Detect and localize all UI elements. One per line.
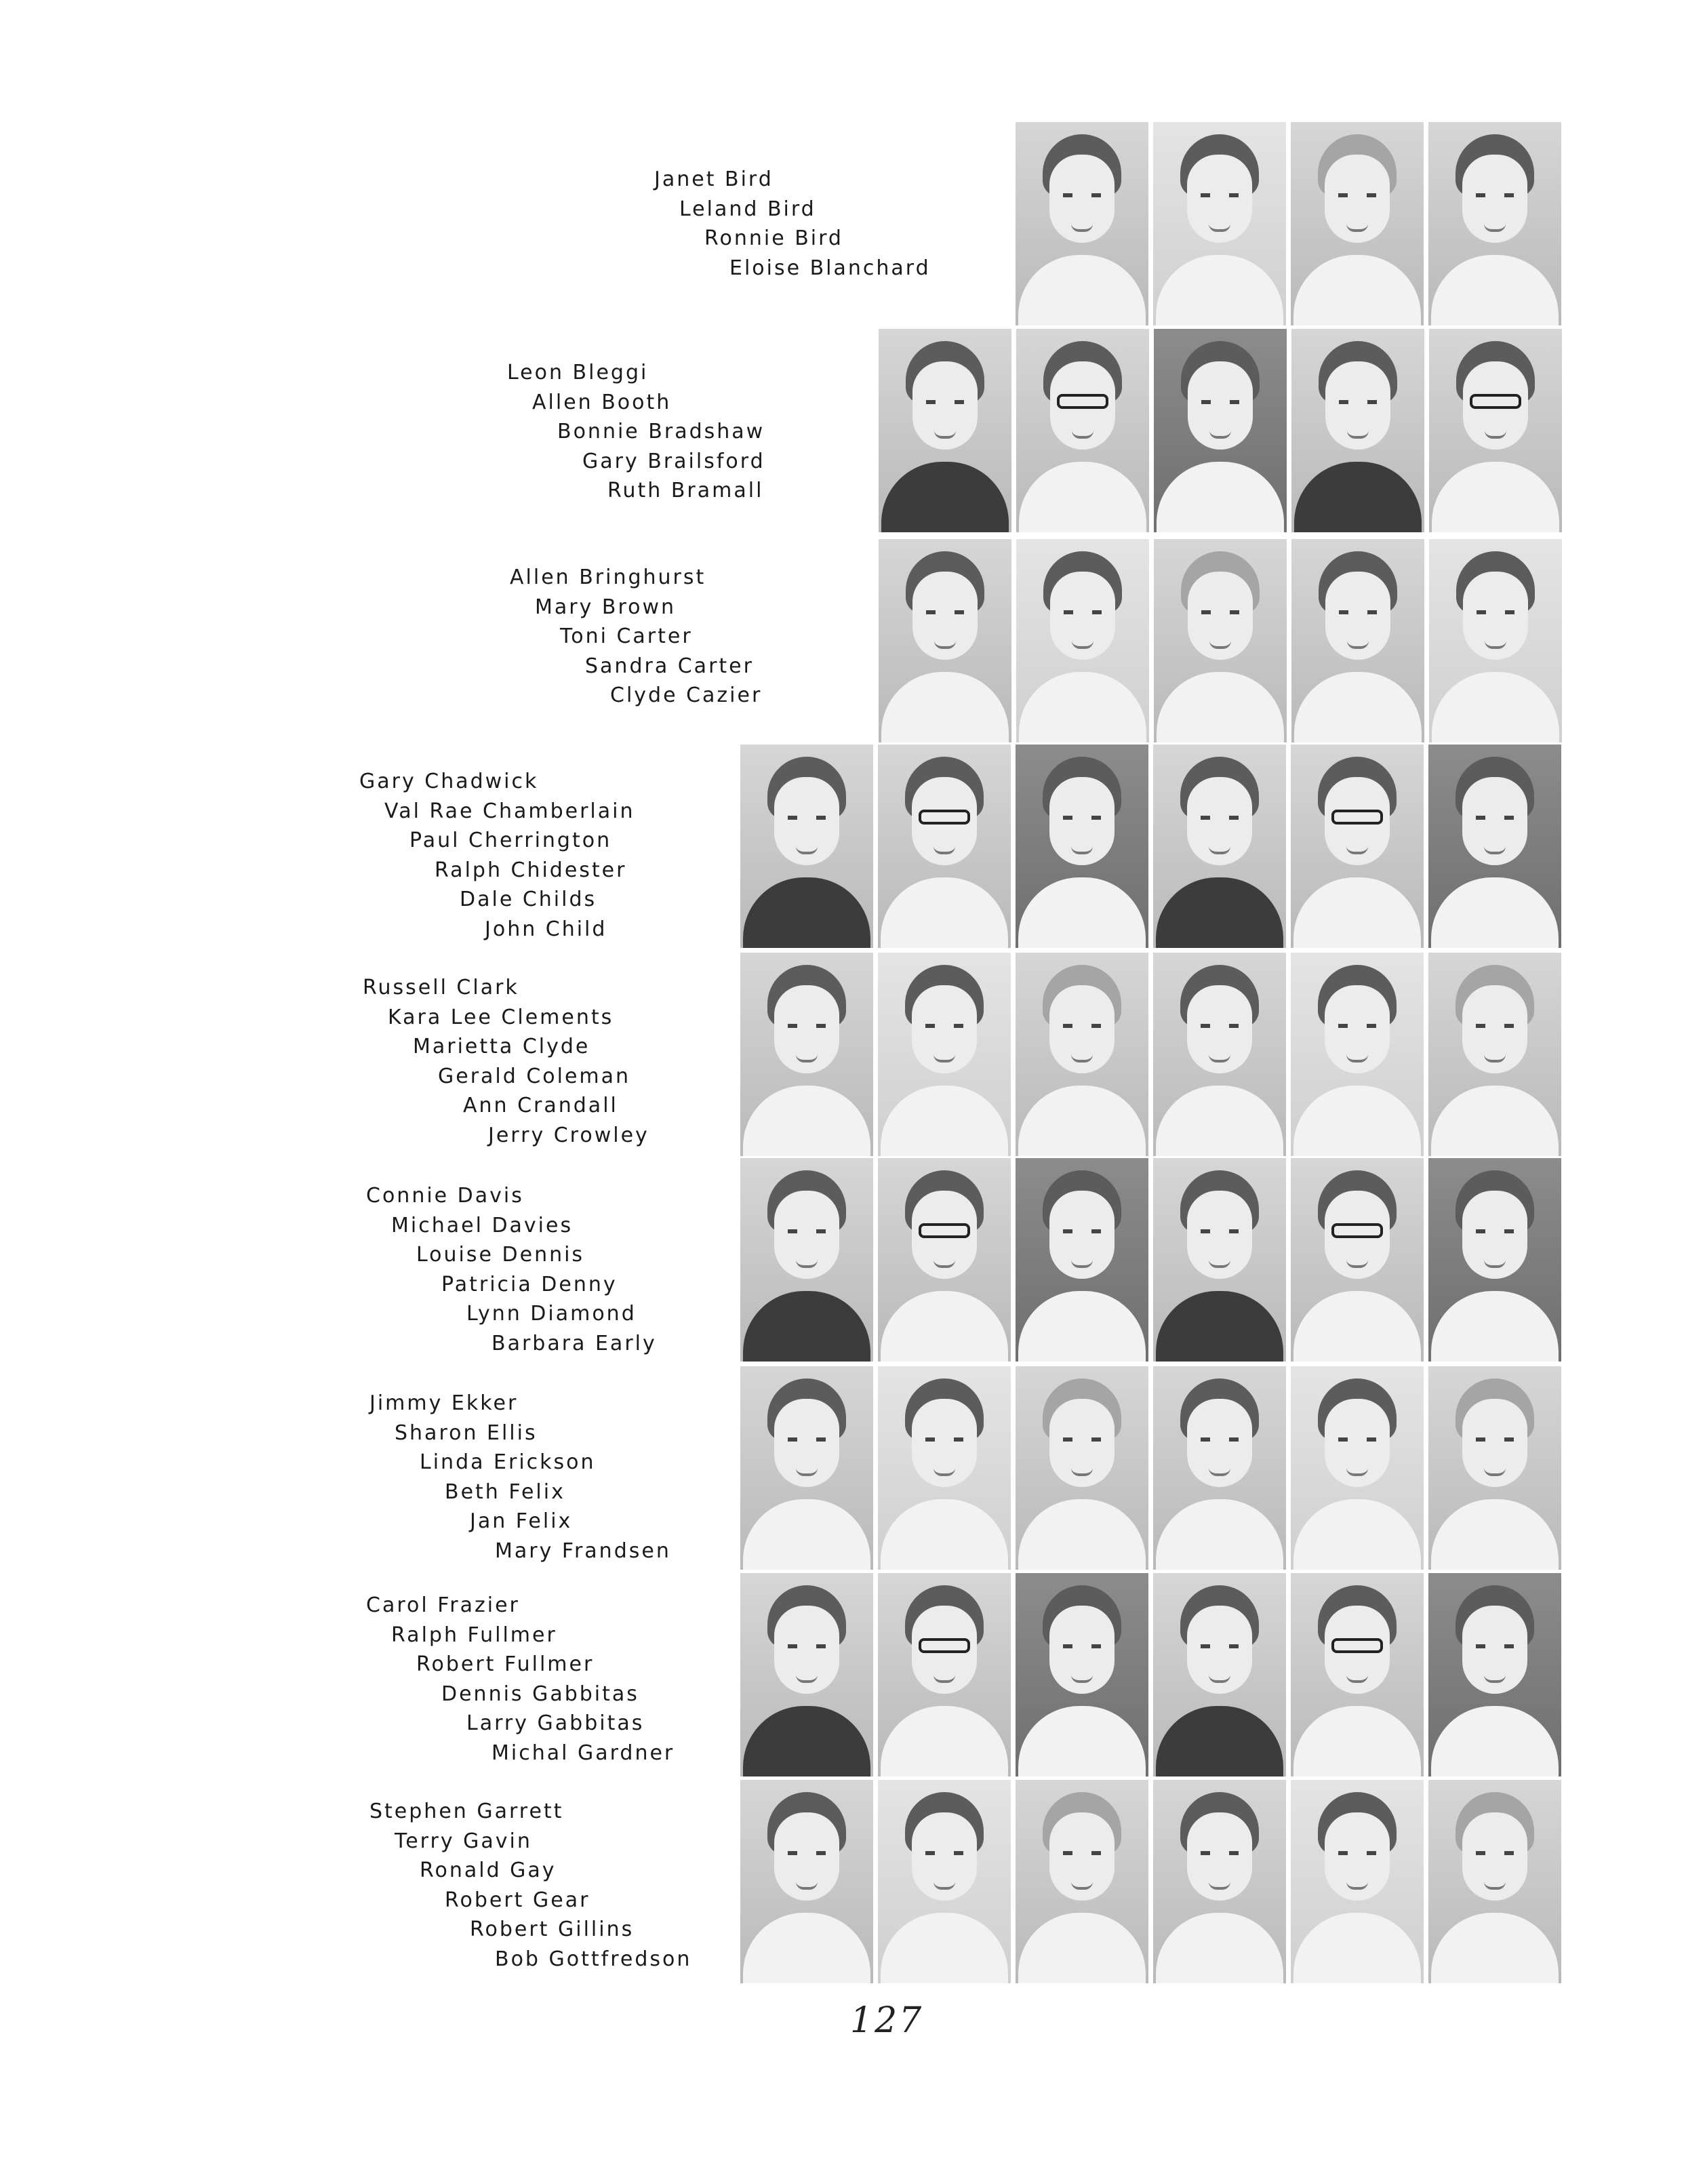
portrait-shoulders	[1294, 672, 1422, 742]
portrait-shoulders	[1156, 877, 1283, 948]
student-portrait	[1016, 744, 1148, 948]
student-portrait	[1428, 953, 1561, 1156]
student-name: Michal Gardner	[491, 1741, 675, 1765]
student-portrait	[740, 1780, 873, 1983]
portrait-shoulders	[881, 1706, 1008, 1776]
portrait-shoulders	[1018, 1913, 1146, 1983]
student-portrait	[1429, 329, 1562, 532]
portrait-shoulders	[1156, 1291, 1283, 1362]
student-portrait	[1153, 1366, 1286, 1570]
student-portrait	[1428, 1573, 1561, 1776]
student-portrait	[1154, 539, 1287, 742]
portrait-shoulders	[1431, 1086, 1559, 1156]
portrait-eyes	[1476, 1437, 1514, 1442]
portrait-shoulders	[743, 1706, 870, 1776]
portrait-shoulders	[1431, 1706, 1559, 1776]
student-portrait	[1153, 1158, 1286, 1362]
student-name: Jimmy Ekker	[369, 1391, 519, 1415]
student-name: Val Rae Chamberlain	[384, 799, 635, 823]
portrait-eyes	[1064, 610, 1102, 614]
portrait-eyes	[926, 610, 964, 614]
student-portrait	[740, 1366, 873, 1570]
student-portrait	[1291, 539, 1424, 742]
portrait-eyes	[1063, 1024, 1101, 1028]
portrait-shoulders	[1157, 672, 1284, 742]
portrait-eyes	[1201, 1437, 1239, 1442]
student-portrait	[879, 539, 1011, 742]
student-portrait	[1016, 539, 1149, 742]
portrait-shoulders	[743, 1499, 870, 1570]
portrait-eyes	[1476, 1024, 1514, 1028]
portrait-shoulders	[1293, 1291, 1421, 1362]
portrait-shoulders	[1431, 1499, 1559, 1570]
student-name: Larry Gabbitas	[466, 1711, 645, 1735]
student-portrait	[1428, 1780, 1561, 1983]
student-name: Leon Bleggi	[507, 361, 649, 384]
student-portrait	[878, 953, 1011, 1156]
portrait-shoulders	[1432, 672, 1559, 742]
portrait-eyes	[1338, 193, 1376, 197]
portrait-shoulders	[1018, 1291, 1146, 1362]
portrait-eyes	[1476, 816, 1514, 820]
portrait-eyes	[1201, 400, 1239, 404]
student-portrait	[740, 744, 873, 948]
photo-row	[0, 539, 1686, 742]
portrait-eyes	[1331, 1223, 1383, 1238]
portrait-eyes	[1338, 1851, 1376, 1855]
student-portrait	[740, 953, 873, 1156]
portrait-eyes	[1331, 1638, 1383, 1653]
student-name: Lynn Diamond	[466, 1302, 637, 1326]
student-portrait	[1153, 744, 1286, 948]
portrait-eyes	[1476, 193, 1514, 197]
student-name: Marietta Clyde	[413, 1035, 590, 1058]
portrait-eyes	[1063, 1851, 1101, 1855]
student-portrait	[1154, 329, 1287, 532]
photo-row	[0, 744, 1686, 948]
portrait-shoulders	[743, 877, 870, 948]
student-name: Ronald Gay	[420, 1859, 557, 1882]
portrait-eyes	[1338, 1437, 1376, 1442]
student-name: Gary Brailsford	[582, 449, 765, 473]
portrait-shoulders	[1432, 462, 1559, 532]
portrait-eyes	[919, 1223, 970, 1238]
student-name: Robert Fullmer	[416, 1652, 595, 1676]
portrait-eyes	[1201, 816, 1239, 820]
student-name: Ronnie Bird	[704, 226, 843, 250]
student-name: Sandra Carter	[585, 654, 754, 678]
portrait-eyes	[1201, 1024, 1239, 1028]
portrait-shoulders	[1293, 1913, 1421, 1983]
portrait-shoulders	[1293, 255, 1421, 325]
student-name: Allen Bringhurst	[510, 565, 706, 589]
student-name: Gerald Coleman	[438, 1064, 631, 1088]
portrait-eyes	[1201, 610, 1239, 614]
student-name: Dale Childs	[460, 888, 597, 911]
student-name: Robert Gear	[445, 1888, 590, 1912]
portrait-shoulders	[1019, 672, 1146, 742]
portrait-eyes	[1476, 1851, 1514, 1855]
portrait-shoulders	[881, 1913, 1008, 1983]
portrait-eyes	[788, 1644, 826, 1648]
portrait-shoulders	[881, 1291, 1008, 1362]
portrait-shoulders	[743, 1291, 870, 1362]
student-name: Terry Gavin	[395, 1829, 532, 1853]
portrait-eyes	[925, 1437, 963, 1442]
portrait-shoulders	[1156, 1086, 1283, 1156]
student-name: Leland Bird	[679, 197, 816, 221]
student-name: Linda Erickson	[420, 1450, 596, 1474]
portrait-eyes	[1201, 193, 1239, 197]
student-portrait	[1428, 1158, 1561, 1362]
student-portrait	[878, 1573, 1011, 1776]
photo-row	[0, 1158, 1686, 1362]
student-portrait	[1016, 122, 1148, 325]
portrait-shoulders	[1018, 255, 1146, 325]
portrait-eyes	[1331, 810, 1383, 825]
student-name: Kara Lee Clements	[388, 1005, 614, 1029]
student-name: Ralph Chidester	[435, 858, 627, 882]
portrait-shoulders	[1157, 462, 1284, 532]
photo-row	[0, 1366, 1686, 1570]
portrait-shoulders	[1431, 877, 1559, 948]
portrait-eyes	[788, 1229, 826, 1233]
student-name: Robert Gillins	[470, 1918, 635, 1941]
portrait-eyes	[1063, 816, 1101, 820]
student-portrait	[1291, 1366, 1424, 1570]
portrait-shoulders	[1156, 1913, 1283, 1983]
student-name: Ruth Bramall	[607, 479, 764, 502]
student-portrait	[1153, 122, 1286, 325]
student-portrait	[1016, 1158, 1148, 1362]
student-portrait	[1153, 953, 1286, 1156]
student-portrait	[1016, 1366, 1148, 1570]
photo-row	[0, 1780, 1686, 1983]
student-portrait	[878, 1780, 1011, 1983]
student-portrait	[1153, 1780, 1286, 1983]
student-name: Barbara Early	[491, 1331, 657, 1355]
photo-row	[0, 122, 1686, 325]
portrait-shoulders	[1431, 1913, 1559, 1983]
student-name: Paul Cherrington	[409, 829, 612, 852]
portrait-eyes	[788, 816, 826, 820]
portrait-shoulders	[1293, 1706, 1421, 1776]
student-name: Louise Dennis	[416, 1243, 585, 1267]
portrait-eyes	[1063, 1644, 1101, 1648]
student-name: Michael Davies	[391, 1213, 574, 1237]
student-name: Gary Chadwick	[359, 770, 539, 793]
student-portrait	[1428, 744, 1561, 948]
student-portrait	[1016, 953, 1148, 1156]
portrait-eyes	[925, 1024, 963, 1028]
portrait-shoulders	[1293, 1086, 1421, 1156]
portrait-shoulders	[1293, 877, 1421, 948]
student-name: Mary Brown	[535, 595, 677, 619]
portrait-eyes	[1063, 193, 1101, 197]
student-portrait	[878, 1158, 1011, 1362]
student-name: Russell Clark	[363, 976, 519, 999]
portrait-shoulders	[1156, 255, 1283, 325]
portrait-eyes	[788, 1024, 826, 1028]
student-name: Jerry Crowley	[488, 1123, 649, 1147]
student-name: Bob Gottfredson	[495, 1947, 692, 1971]
student-portrait	[1291, 1780, 1424, 1983]
student-portrait	[740, 1158, 873, 1362]
student-name: Bonnie Bradshaw	[557, 420, 765, 443]
portrait-eyes	[1476, 1229, 1514, 1233]
student-name: John Child	[485, 917, 607, 941]
student-name: Eloise Blanchard	[729, 256, 931, 280]
student-name: Dennis Gabbitas	[441, 1682, 639, 1706]
portrait-shoulders	[1294, 462, 1422, 532]
student-portrait	[1428, 1366, 1561, 1570]
student-name: Jan Felix	[470, 1509, 573, 1533]
student-name: Carol Frazier	[366, 1593, 520, 1617]
student-portrait	[1291, 1158, 1424, 1362]
student-name: Connie Davis	[366, 1184, 524, 1208]
portrait-shoulders	[1156, 1706, 1283, 1776]
page-number: 127	[850, 2000, 924, 2041]
student-name: Janet Bird	[654, 167, 774, 191]
portrait-shoulders	[743, 1913, 870, 1983]
photo-row	[0, 1573, 1686, 1776]
portrait-eyes	[1339, 610, 1377, 614]
portrait-eyes	[1477, 610, 1514, 614]
portrait-eyes	[788, 1437, 826, 1442]
portrait-eyes	[1476, 1644, 1514, 1648]
student-portrait	[1291, 1573, 1424, 1776]
student-portrait	[879, 329, 1011, 532]
student-name: Toni Carter	[560, 624, 693, 648]
portrait-shoulders	[1018, 1706, 1146, 1776]
portrait-eyes	[1201, 1229, 1239, 1233]
portrait-shoulders	[1293, 1499, 1421, 1570]
student-portrait	[878, 744, 1011, 948]
portrait-eyes	[788, 1851, 826, 1855]
portrait-shoulders	[1431, 1291, 1559, 1362]
portrait-shoulders	[881, 877, 1008, 948]
student-name: Sharon Ellis	[395, 1421, 538, 1445]
student-name: Beth Felix	[445, 1480, 565, 1504]
portrait-shoulders	[881, 462, 1009, 532]
student-name: Mary Frandsen	[495, 1538, 671, 1563]
portrait-eyes	[1338, 1024, 1376, 1028]
portrait-eyes	[1063, 1437, 1101, 1442]
portrait-shoulders	[1156, 1499, 1283, 1570]
portrait-shoulders	[1018, 877, 1146, 948]
portrait-eyes	[1201, 1644, 1239, 1648]
student-portrait	[1291, 744, 1424, 948]
student-portrait	[1429, 539, 1562, 742]
student-portrait	[1291, 329, 1424, 532]
student-portrait	[1291, 122, 1424, 325]
student-portrait	[740, 1573, 873, 1776]
portrait-shoulders	[881, 1499, 1008, 1570]
portrait-shoulders	[1018, 1086, 1146, 1156]
portrait-eyes	[919, 1638, 970, 1653]
student-name: Allen Booth	[532, 390, 672, 414]
portrait-shoulders	[1019, 462, 1146, 532]
portrait-shoulders	[1018, 1499, 1146, 1570]
portrait-shoulders	[1431, 255, 1559, 325]
portrait-shoulders	[881, 672, 1009, 742]
student-name: Clyde Cazier	[610, 683, 763, 707]
portrait-eyes	[1063, 1229, 1101, 1233]
student-name: Stephen Garrett	[369, 1800, 564, 1823]
portrait-shoulders	[881, 1086, 1008, 1156]
portrait-eyes	[1201, 1851, 1239, 1855]
photo-row	[0, 953, 1686, 1156]
student-portrait	[1291, 953, 1424, 1156]
student-name: Ann Crandall	[463, 1094, 618, 1117]
student-portrait	[1153, 1573, 1286, 1776]
student-name: Patricia Denny	[441, 1272, 618, 1296]
portrait-eyes	[919, 810, 970, 825]
student-portrait	[878, 1366, 1011, 1570]
portrait-shoulders	[743, 1086, 870, 1156]
photo-row	[0, 329, 1686, 532]
portrait-eyes	[1057, 394, 1108, 409]
student-name: Ralph Fullmer	[391, 1623, 557, 1647]
portrait-eyes	[925, 1851, 963, 1855]
student-portrait	[1016, 1573, 1148, 1776]
student-portrait	[1016, 329, 1149, 532]
portrait-eyes	[1339, 400, 1377, 404]
student-portrait	[1428, 122, 1561, 325]
portrait-eyes	[1470, 394, 1521, 409]
portrait-eyes	[926, 400, 964, 404]
student-portrait	[1016, 1780, 1148, 1983]
